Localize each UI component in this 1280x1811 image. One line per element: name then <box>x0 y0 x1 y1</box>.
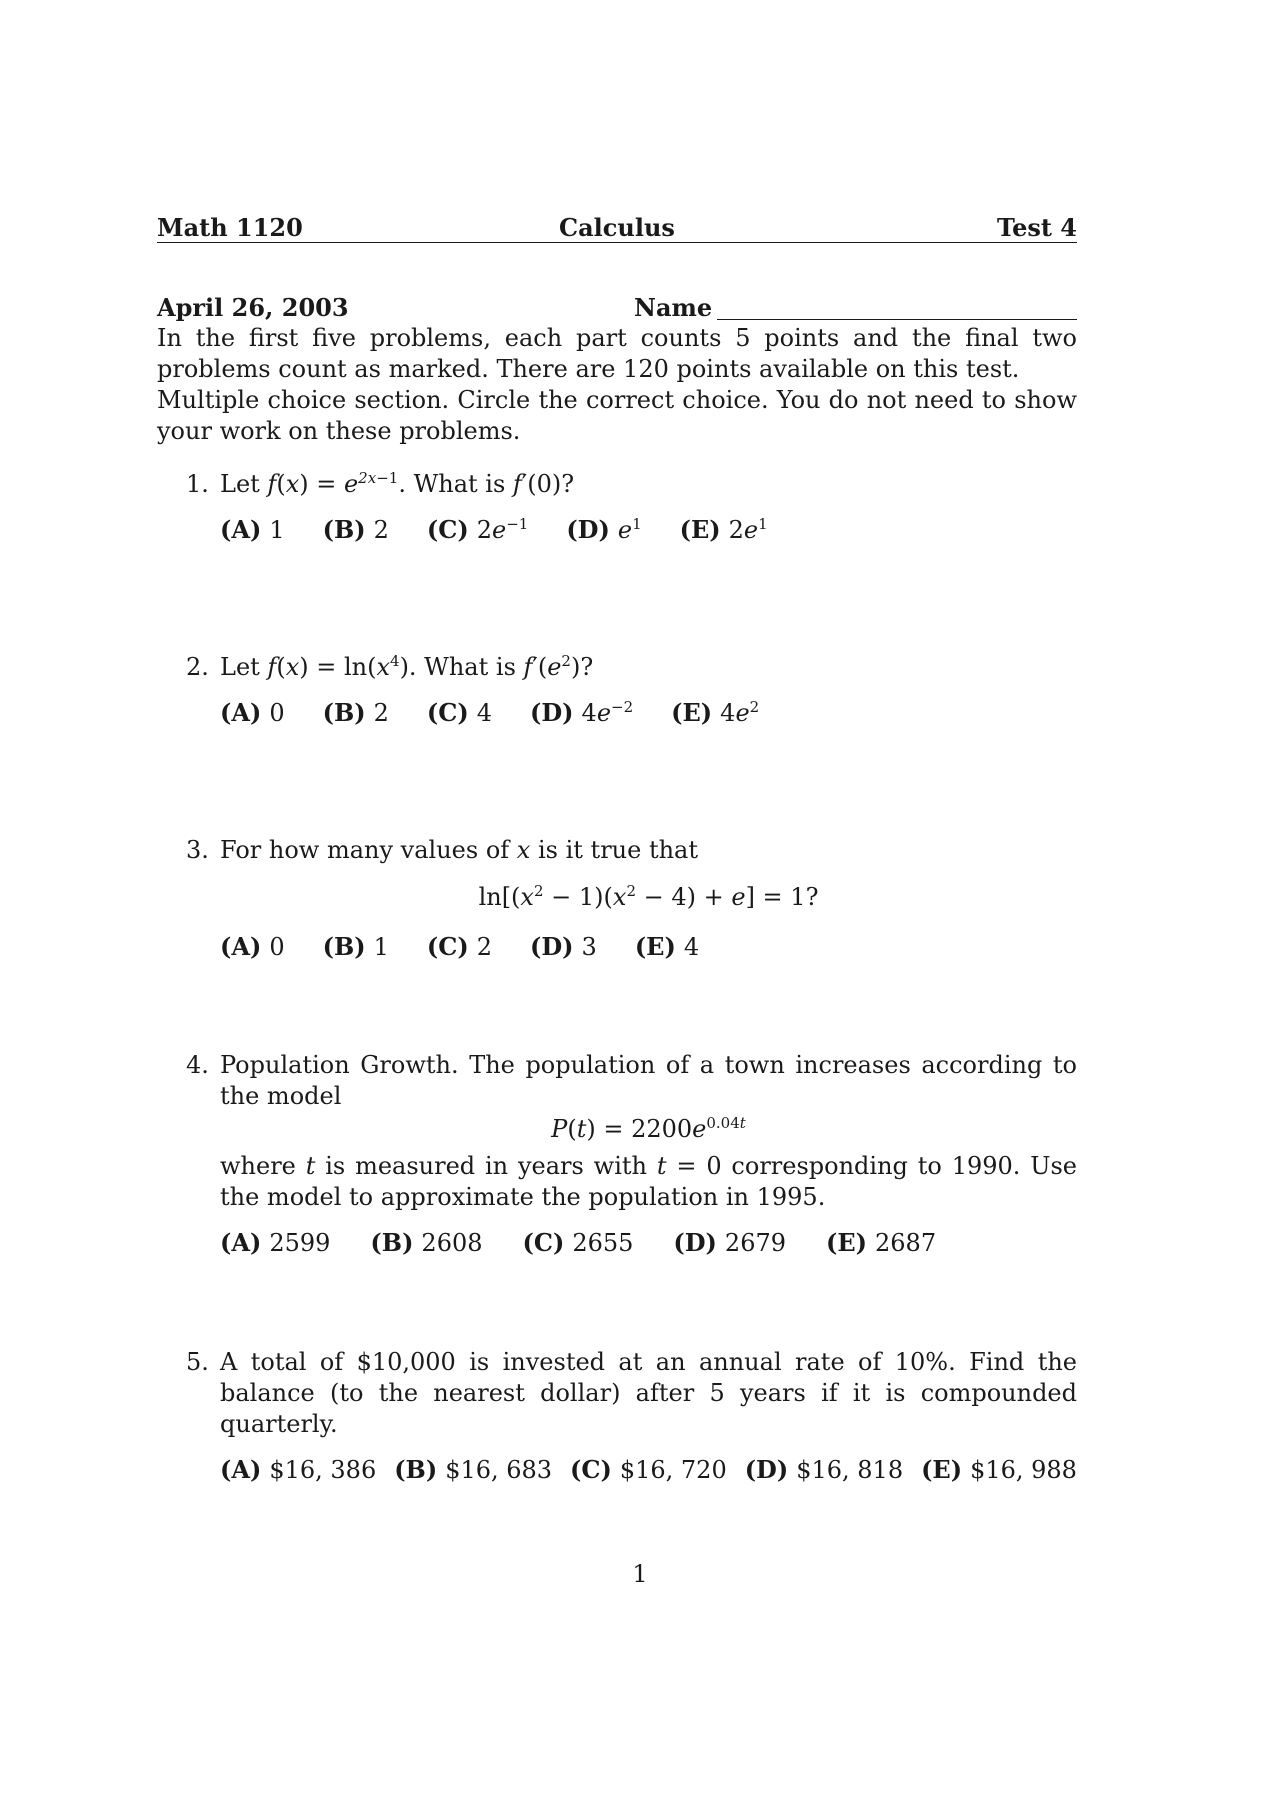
exam-date: April 26, 2003 <box>157 293 349 322</box>
problem-number: 1. <box>186 470 209 498</box>
choice-d[interactable]: (D) $16, 818 <box>744 1455 904 1484</box>
choice-list <box>220 931 1077 963</box>
problem-equation: $P(t) = 2200e^{0.04t}$ <box>551 1114 746 1143</box>
choice-c[interactable]: (C) 2 <box>426 932 492 961</box>
choice-c[interactable]: (C) $2e^{-1}$ <box>426 515 529 544</box>
problem-number: 3. <box>186 836 209 864</box>
problem-question: For how many values of x is it true that <box>220 836 699 864</box>
exam-page <box>157 208 1077 1486</box>
choice-b[interactable]: (B) 1 <box>322 932 389 961</box>
choice-e[interactable]: (E) 4 <box>634 932 700 961</box>
problem-number: 2. <box>186 653 209 681</box>
page-header <box>157 208 1077 243</box>
choice-c[interactable]: (C) 2655 <box>522 1228 634 1257</box>
instructions-points: In the first five problems, each part counts 5 points and the final two problems count as marked. There are 120 points available on this test. <box>157 324 1077 383</box>
choice-a[interactable]: (A) $16, 386 <box>220 1455 377 1484</box>
choice-d[interactable]: (D) 3 <box>530 932 597 961</box>
choice-list <box>220 1227 1077 1259</box>
choice-c[interactable]: (C) $16, 720 <box>570 1455 727 1484</box>
problem-number: 4. <box>186 1051 209 1079</box>
course-subject: Calculus <box>559 213 675 242</box>
instructions <box>157 323 1077 447</box>
choice-b[interactable]: (B) 2608 <box>370 1228 483 1257</box>
choice-list <box>220 1454 1077 1486</box>
problem-question-continued: where t is measured in years with t = 0 corresponding to 1990. Use the model to approximate the population in 1995. <box>220 1152 1077 1211</box>
problem-equation: $\ln[(x^2 - 1)(x^2 - 4) + e] = 1$? <box>478 882 819 911</box>
choice-b[interactable]: (B) $16, 683 <box>394 1455 553 1484</box>
choice-b[interactable]: (B) 2 <box>322 515 389 544</box>
choice-a[interactable]: (A) 0 <box>220 932 285 961</box>
choice-e[interactable]: (E) $16, 988 <box>921 1455 1077 1484</box>
choice-e[interactable]: (E) 2687 <box>826 1228 937 1257</box>
problem-question: Population Growth. The population of a town increases according to the model <box>220 1051 1077 1110</box>
instructions-multiple-choice: Multiple choice section. Circle the correct choice. You do not need to show your work on these problems. <box>157 386 1077 445</box>
problem-1 <box>157 469 1077 546</box>
problem-3 <box>157 835 1077 963</box>
choice-c[interactable]: (C) 4 <box>426 698 492 727</box>
choice-e[interactable]: (E) $2e^1$ <box>679 515 768 544</box>
date-name-line <box>157 292 1077 323</box>
choice-d[interactable]: (D) $4e^{-2}$ <box>530 698 634 727</box>
problem-number: 5. <box>186 1348 209 1376</box>
choice-list <box>220 514 1077 546</box>
problem-2 <box>157 652 1077 729</box>
course-number: Math 1120 <box>157 213 303 242</box>
problem-question: Let $f(x) = e^{2x-1}$. What is f′(0)? <box>220 469 575 498</box>
choice-a[interactable]: (A) 2599 <box>220 1228 331 1257</box>
choice-b[interactable]: (B) 2 <box>322 698 389 727</box>
choice-d[interactable]: (D) $e^1$ <box>566 515 642 544</box>
choice-a[interactable]: (A) 0 <box>220 698 285 727</box>
choice-a[interactable]: (A) 1 <box>220 515 285 544</box>
problem-4 <box>157 1050 1077 1259</box>
choice-d[interactable]: (D) 2679 <box>673 1228 786 1257</box>
page-number: 1 <box>632 1560 648 1588</box>
name-label: Name <box>634 293 713 322</box>
problem-list <box>157 469 1077 1486</box>
test-title: Test 4 <box>996 213 1077 242</box>
problem-question: Let $f(x) = \ln(x^4)$. What is $f'(e^2)$? <box>220 652 594 681</box>
name-blank[interactable] <box>717 319 1077 320</box>
choice-list <box>220 697 1077 729</box>
problem-question: A total of $10,000 is invested at an annual rate of 10%. Find the balance (to the nearest dollar) after 5 years if it is compounded quarterly. <box>220 1348 1077 1438</box>
choice-e[interactable]: (E) $4e^2$ <box>671 698 760 727</box>
problem-5 <box>157 1347 1077 1486</box>
